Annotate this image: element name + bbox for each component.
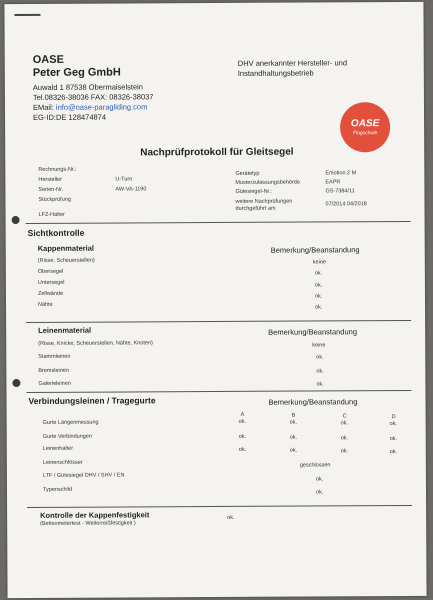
gurte-verb-b: ok. xyxy=(289,434,298,441)
serien-label: Serien-Nr. xyxy=(38,186,64,193)
festigkeit-value: ok. xyxy=(227,514,235,521)
weitere-label-2: durchgeführt am xyxy=(235,205,276,212)
verbindung-title: Verbindungsleinen / Tragegurte xyxy=(28,395,156,406)
serien-value: AW-VA-1190 xyxy=(115,186,147,193)
dhv-certification: DHV anerkannter Hersteller- und Instandhaltungsbetrieb xyxy=(237,58,348,78)
punch-hole xyxy=(12,379,20,387)
muster-label: Musterzulassungsbehörde xyxy=(235,179,300,186)
naehte-label: Nähte xyxy=(38,301,53,308)
company-email-line xyxy=(33,102,147,112)
col-d-header: D xyxy=(391,414,396,421)
kappenmaterial-title: Kappenmaterial xyxy=(37,243,95,253)
gurte-laenge-c: ok. xyxy=(340,420,349,427)
hersteller-value: U-Turn xyxy=(115,176,133,183)
bremsleinen-label: Bremsleinen xyxy=(38,367,69,374)
gurte-laenge-b: ok. xyxy=(289,419,298,426)
leinenschloesser-label: Leinenschlösser xyxy=(42,459,83,466)
divider xyxy=(26,221,411,224)
kappen-sub-value: keine xyxy=(312,259,326,266)
oase-logo xyxy=(340,102,390,152)
weitere-value: 07/2014 04/2018 xyxy=(325,201,367,208)
leinen-subtitle: (Risse, Knicke, Scheuerstellen, Nähte, Knoten) xyxy=(38,340,153,347)
gurte-verb-c: ok. xyxy=(340,435,349,442)
lfz-halter-label: LFZ-Halter xyxy=(38,211,65,218)
obersegel-label: Obersegel xyxy=(37,268,64,275)
leinenhalter-label: Leinenhalter xyxy=(42,445,74,452)
gurte-verb-a: ok. xyxy=(238,433,247,440)
email-link[interactable]: info@oase-paragliding.com xyxy=(55,102,148,112)
leinenhalter-a: ok. xyxy=(238,446,247,453)
guete-value: GS-7384/11 xyxy=(325,188,355,195)
leinen-sub-value: keine xyxy=(312,342,326,349)
company-name-oase: OASE xyxy=(32,53,64,66)
email-label: EMail: xyxy=(32,102,56,112)
galerieleinen-label: Galerieleinen xyxy=(38,380,71,387)
obersegel-value: ok. xyxy=(314,270,323,277)
col-b-header: B xyxy=(291,412,296,419)
festigkeit-subtitle: (Bettsometertest - Weiterreißfestigkeit ) xyxy=(40,520,136,527)
col-c-header: C xyxy=(342,413,347,420)
typenschild-label: Typenschild xyxy=(42,486,73,493)
gurte-laenge-d: ok. xyxy=(389,421,398,428)
ltf-label: LTF / Gütesiegel DHV / SHV / EN xyxy=(42,472,125,479)
company-phone-fax: Tel.08326-38036 FAX: 08326-38037 xyxy=(32,92,154,102)
protocol-sheet xyxy=(4,2,426,598)
muster-value: EAPR xyxy=(325,179,341,186)
zellwaende-value: ok. xyxy=(314,293,323,300)
guete-label: Gütesiegel-Nr.: xyxy=(235,188,273,195)
divider xyxy=(27,505,412,508)
untersegel-value: ok. xyxy=(314,282,323,289)
stueckpruefung-label: Stückprüfung xyxy=(38,196,71,203)
bremsleinen-value: ok. xyxy=(316,368,324,375)
leinenhalter-d: ok. xyxy=(389,449,398,456)
naehte-value: ok. xyxy=(315,304,323,311)
divider xyxy=(26,390,411,393)
hersteller-label: Hersteller xyxy=(38,176,62,183)
gurte-laenge-a: ok. xyxy=(238,418,246,425)
untersegel-label: Untersegel xyxy=(37,279,65,286)
company-name-geg: Peter Geg GmbH xyxy=(32,66,121,79)
geraetetyp-label: Gerätetyp xyxy=(235,170,260,177)
punch-hole xyxy=(12,216,20,224)
ltf-value: ok. xyxy=(315,476,324,483)
leinenschloesser-value: geschlossen xyxy=(299,462,331,469)
sichtkontrolle-title: Sichtkontrolle xyxy=(27,227,85,238)
weitere-label-1: weitere Nachprüfungen xyxy=(235,198,293,205)
corner-mark xyxy=(15,14,41,16)
verbindung-bemerkung-header: Bemerkung/Beanstandung xyxy=(268,397,358,407)
geraetetyp-value: Emotion 2 M xyxy=(325,170,357,177)
kappen-subtitle: (Risse, Scheuerstellen) xyxy=(37,257,95,264)
leinenhalter-c: ok. xyxy=(340,448,349,455)
gurte-laenge-label: Gurte Längenmessung xyxy=(42,419,99,426)
festigkeit-title: Kontrolle der Kappenfestigkeit xyxy=(40,510,150,520)
document-title: Nachprüfprotokoll für Gleitsegel xyxy=(140,146,294,159)
logo-text: OASE xyxy=(350,118,380,130)
logo-subtext: Flugschule xyxy=(353,130,378,137)
stammleinen-value: ok. xyxy=(316,354,324,361)
col-a-header: A xyxy=(240,411,245,418)
rechnungs-label: Rechnungs-Nr.: xyxy=(38,166,77,173)
company-address: Auwald 1 87538 Obermaiselstein xyxy=(32,82,143,92)
zellwaende-label: Zellwände xyxy=(37,290,64,297)
typenschild-value: ok. xyxy=(315,489,324,496)
kappen-bemerkung-header: Bemerkung/Beanstandung xyxy=(270,245,360,255)
gurte-verb-label: Gurte Verbindungen xyxy=(42,433,92,440)
gurte-verb-d: ok. xyxy=(389,436,398,443)
leinenhalter-b: ok. xyxy=(289,447,298,454)
leinenmaterial-title: Leinenmaterial xyxy=(38,325,92,335)
leinen-bemerkung-header: Bemerkung/Beanstandung xyxy=(268,327,358,337)
divider xyxy=(26,320,411,323)
company-vat-id: EG-ID:DE 128474874 xyxy=(33,112,107,122)
stammleinen-label: Stammleinen xyxy=(38,353,71,360)
galerieleinen-value: ok. xyxy=(316,381,324,388)
